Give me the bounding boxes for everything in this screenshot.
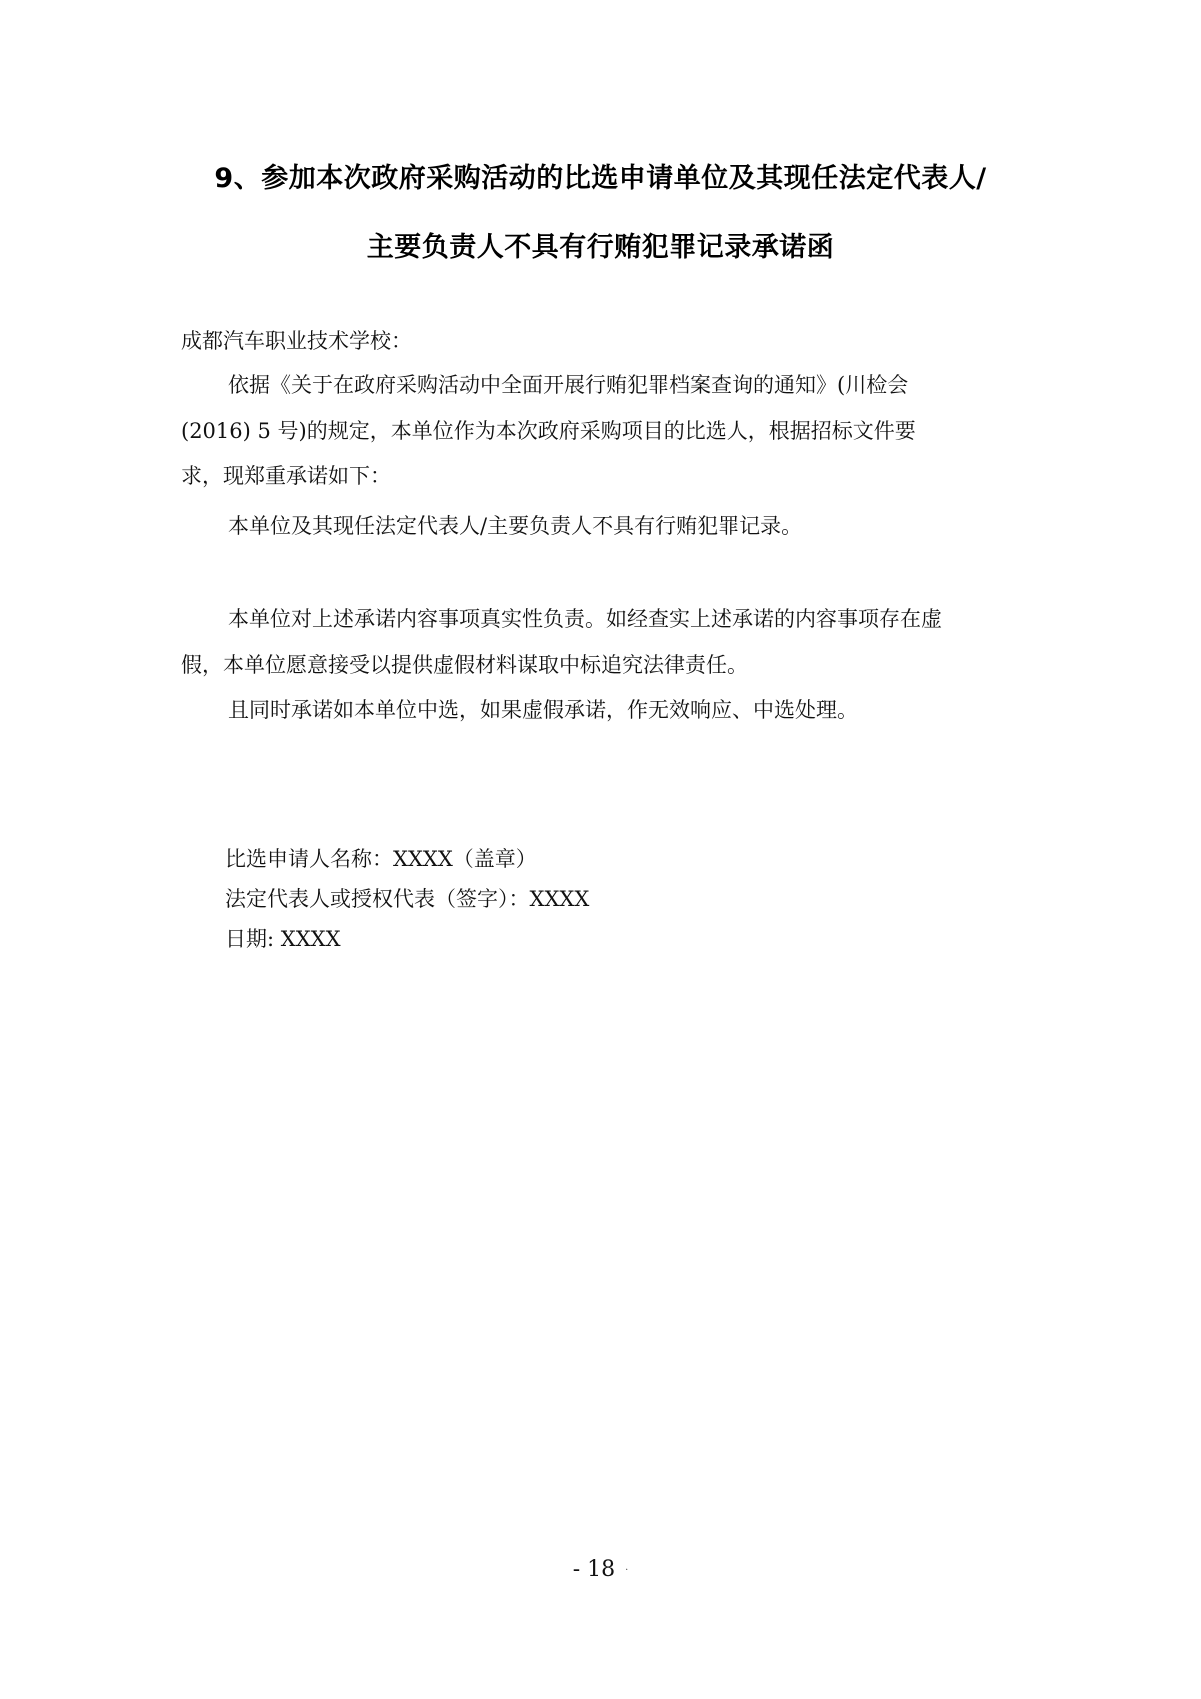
paragraph-1-line-3: 求，现郑重承诺如下： [181, 464, 391, 488]
paragraph-1-line-1: 依据《关于在政府采购活动中全面开展行贿犯罪档案查询的通知》(川检会 [228, 373, 909, 397]
page-footer [0, 1557, 1201, 1582]
addressee: 成都汽车职业技术学校： [181, 329, 412, 353]
paragraph-4: 且同时承诺如本单位中选，如果虚假承诺，作无效响应、中选处理。 [228, 698, 858, 722]
signature-representative: 法定代表人或授权代表（签字）：XXXX [225, 887, 590, 911]
paragraph-2: 本单位及其现任法定代表人/主要负责人不具有行贿犯罪记录。 [228, 514, 803, 538]
paragraph-1-line-2: (2016) 5 号)的规定，本单位作为本次政府采购项目的比选人，根据招标文件要 [181, 419, 916, 443]
paragraph-3-line-1: 本单位对上述承诺内容事项真实性负责。如经查实上述承诺的内容事项存在虚 [228, 607, 942, 631]
signature-date: 日期: XXXX [225, 927, 341, 951]
paragraph-3-line-2: 假，本单位愿意接受以提供虚假材料谋取中标追究法律责任。 [181, 653, 748, 677]
document-title-line-1: 9、参加本次政府采购活动的比选申请单位及其现任法定代表人/ [214, 163, 987, 194]
page-number: - 18 [572, 1557, 616, 1582]
footer-mark: · [625, 1564, 629, 1576]
document-title-line-2: 主要负责人不具有行贿犯罪记录承诺函 [366, 232, 835, 263]
signature-applicant: 比选申请人名称：XXXX（盖章） [225, 847, 537, 871]
